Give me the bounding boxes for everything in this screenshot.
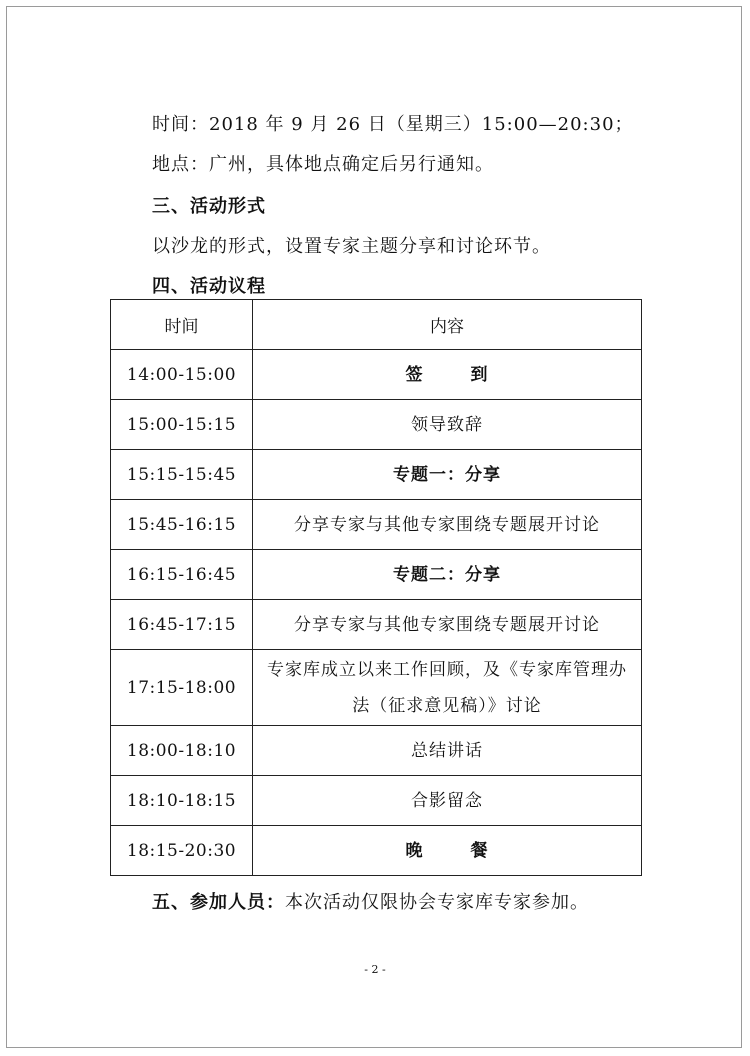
header-content: 内容 (253, 300, 642, 350)
row-time: 15:00-15:15 (111, 400, 253, 450)
section-5-body: 本次活动仅限协会专家库专家参加。 (285, 892, 589, 913)
table-row (111, 500, 642, 550)
row-content: 分享专家与其他专家围绕专题展开讨论 (253, 600, 642, 650)
table-row (111, 400, 642, 450)
row-time: 15:45-16:15 (111, 500, 253, 550)
table-row (111, 826, 642, 876)
row-content: 总结讲话 (253, 726, 642, 776)
section-5-line (152, 888, 589, 914)
row-time: 14:00-15:00 (111, 350, 253, 400)
row-time: 18:15-20:30 (111, 826, 253, 876)
row-time: 16:15-16:45 (111, 550, 253, 600)
agenda-table (110, 299, 642, 876)
table-row (111, 450, 642, 500)
header-time: 时间 (111, 300, 253, 350)
row-content: 领导致辞 (253, 400, 642, 450)
page-number: - 2 - (364, 963, 386, 976)
row-content: 分享专家与其他专家围绕专题展开讨论 (253, 500, 642, 550)
table-row (111, 550, 642, 600)
row-content: 晚 餐 (253, 826, 642, 876)
event-place-line: 地点：广州，具体地点确定后另行通知。 (152, 154, 494, 175)
row-content: 签 到 (253, 350, 642, 400)
row-time: 16:45-17:15 (111, 600, 253, 650)
row-content: 专家库成立以来工作回顾，及《专家库管理办法（征求意见稿）》讨论 (253, 650, 642, 726)
row-time: 17:15-18:00 (111, 650, 253, 726)
event-time-line: 时间：2018 年 9 月 26 日（星期三）15:00—20:30； (152, 114, 634, 135)
section-3-heading: 三、活动形式 (152, 196, 266, 217)
table-row (111, 776, 642, 826)
row-time: 15:15-15:45 (111, 450, 253, 500)
section-3-body: 以沙龙的形式，设置专家主题分享和讨论环节。 (152, 236, 551, 257)
table-row (111, 600, 642, 650)
table-row (111, 726, 642, 776)
row-time: 18:10-18:15 (111, 776, 253, 826)
row-time: 18:00-18:10 (111, 726, 253, 776)
row-content: 合影留念 (253, 776, 642, 826)
row-content: 专题一：分享 (253, 450, 642, 500)
agenda-header-row (111, 300, 642, 350)
table-row (111, 650, 642, 726)
row-content: 专题二：分享 (253, 550, 642, 600)
section-4-heading: 四、活动议程 (152, 276, 266, 297)
table-row (111, 350, 642, 400)
section-5-heading: 五、参加人员： (152, 892, 285, 913)
